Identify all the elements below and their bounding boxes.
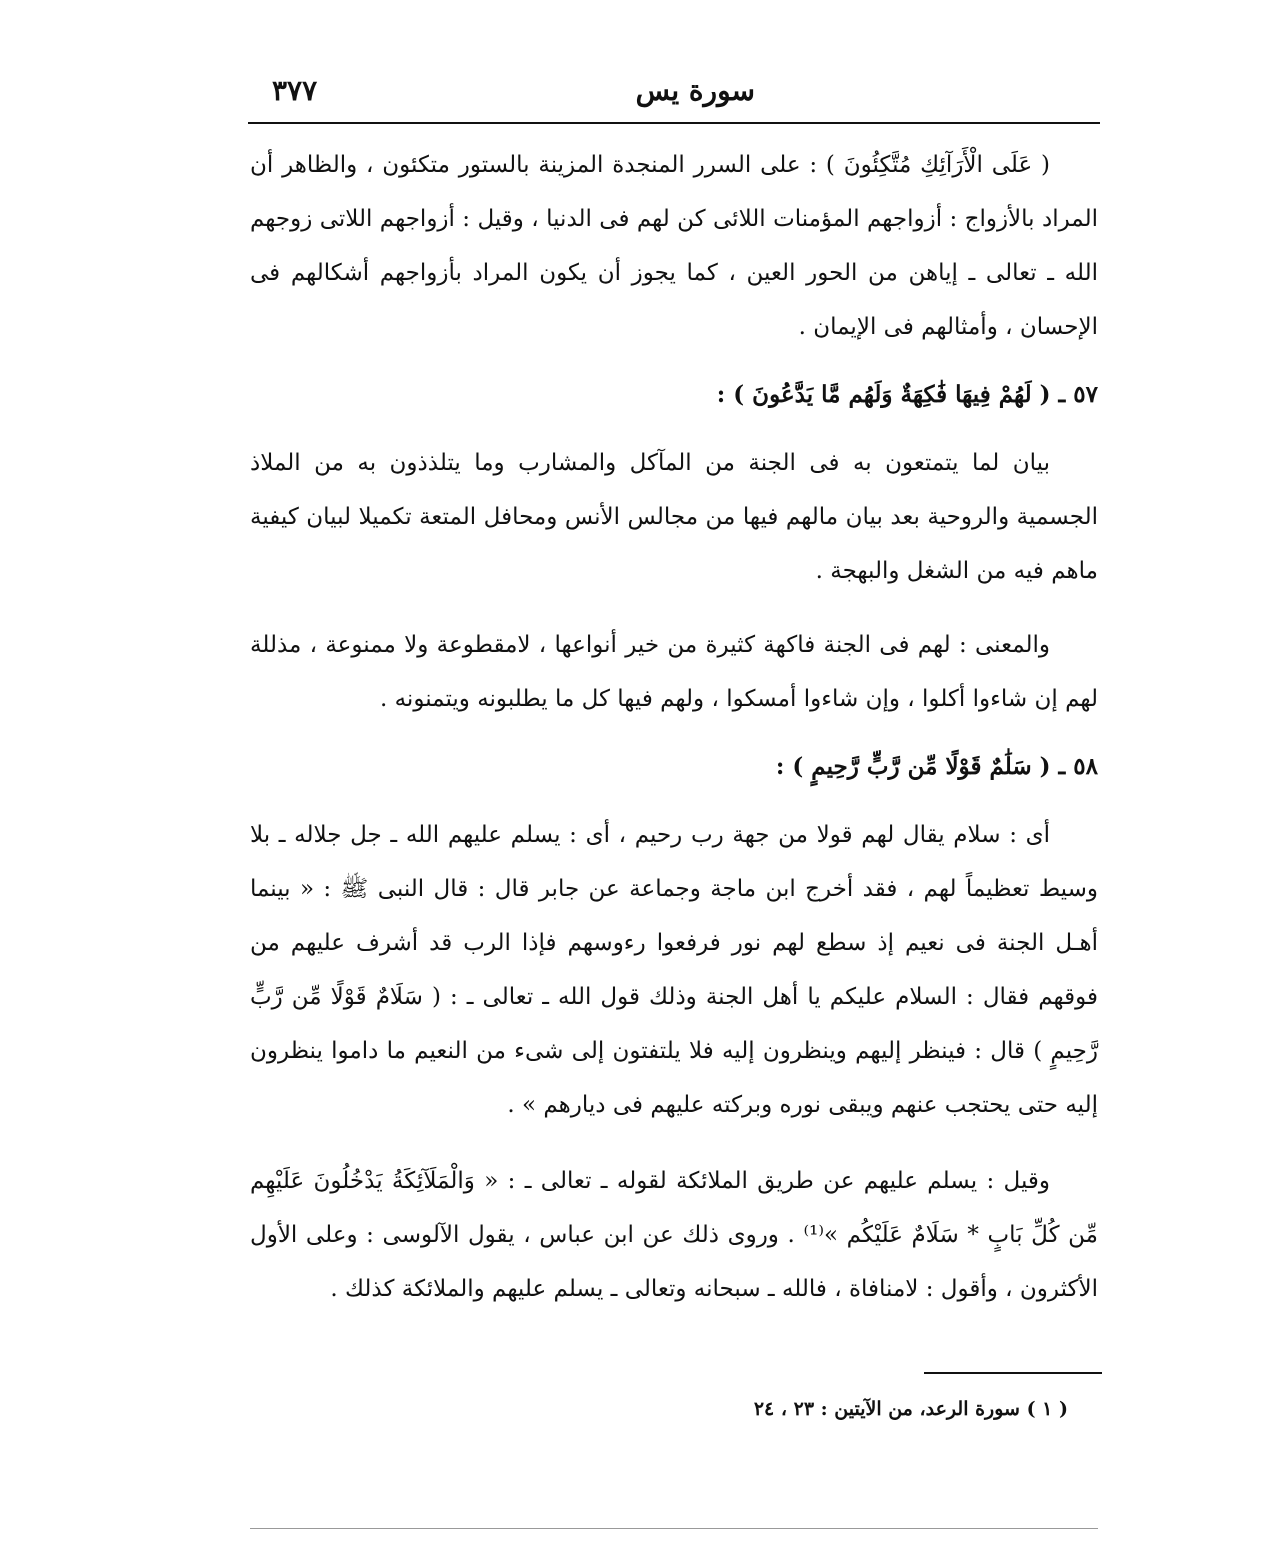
- bottom-edge-line: [250, 1528, 1098, 1529]
- paragraph-angels: وقيل : يسلم عليهم عن طريق الملائكة لقوله ـ تعالى ـ : « وَالْمَلَآئِكَةُ يَدْخُلُونَ عَلَيْهِم مِّن كُلِّ بَابٍ * سَلَامٌ عَلَيْكُم »⁽¹⁾ . وروى ذلك عن ابن عباس ، يقول الآلوسى : وعلى الأول الأكثرون ، وأقول : لامنافاة ، فالله ـ سبحانه وتعالى ـ يسلم عليهم والملائكة كذلك .: [250, 1168, 1098, 1302]
- footnote-divider: [924, 1372, 1102, 1374]
- footnote: ( ١ ) سورة الرعد، من الآيتين : ٢٣ ، ٢٤: [753, 1398, 1068, 1420]
- verse-57: ٥٧ ـ ( لَهُمْ فِيهَا فَٰكِهَةٌ وَلَهُم مَّا يَدَّعُونَ ) :: [716, 381, 1098, 408]
- page-header: [250, 74, 1100, 114]
- verse-58: ٥٨ ـ ( سَلَٰمٌ قَوْلًا مِّن رَّبٍّ رَّحِيمٍ ) :: [775, 753, 1098, 780]
- paragraph-couches: ( عَلَى الْأَرَآئِكِ مُتَّكِئُونَ ) : على السرر المنجدة المزينة بالستور متكئون ، والظاهر أن المراد بالأزواج : أزواجهم المؤمنات اللائى كن لهم فى الدنيا ، وقيل : أزواجهم اللاتى زوجهم الله ـ تعالى ـ إياهن من الحور العين ، كما يجوز أن يكون المراد بأزواجهم أشكالهم فى الإحسان ، وأمثالهم فى الإيمان .: [250, 152, 1098, 340]
- paragraph-explanation: بيان لما يتمتعون به فى الجنة من المآكل والمشارب وما يتلذذون به من الملاذ الجسمية والروحية بعد بيان مالهم فيها من مجالس الأنس ومحافل المتعة تكميلا لبيان كيفية ماهم فيه من الشغل والبهجة .: [250, 450, 1098, 584]
- commentary-body: [250, 138, 1098, 1316]
- header-divider: [248, 122, 1100, 124]
- paragraph-hadith: أى : سلام يقال لهم قولا من جهة رب رحيم ، أى : يسلم عليهم الله ـ جل جلاله ـ بلا وسيط تعظيماً لهم ، فقد أخرج ابن ماجة وجماعة عن جابر قال : قال النبى ﷺ : « بينما أهـل الجنة فى نعيم إذ سطع لهم نور فرفعوا رءوسهم فإذا الرب قد أشرف عليهم من فوقهم فقال : السلام عليكم يا أهل الجنة وذلك قول الله ـ تعالى ـ : ( سَلَامٌ قَوْلًا مِّن رَّبٍّ رَّحِيمٍ ) قال : فينظر إليهم وينظرون إليه فلا يلتفتون إلى شىء من النعيم ما داموا ينظرون إليه حتى يحتجب عنهم ويبقى نوره وبركته عليهم فى ديارهم » .: [250, 822, 1098, 1118]
- paragraph-meaning: والمعنى : لهم فى الجنة فاكهة كثيرة من خير أنواعها ، لامقطوعة ولا ممنوعة ، مذللة لهم إن شاءوا أكلوا ، وإن شاءوا أمسكوا ، ولهم فيها كل ما يطلبونه ويتمنونه .: [250, 632, 1098, 712]
- page-number: ٣٧٧: [272, 74, 318, 107]
- surah-title: سورة يس: [635, 74, 755, 107]
